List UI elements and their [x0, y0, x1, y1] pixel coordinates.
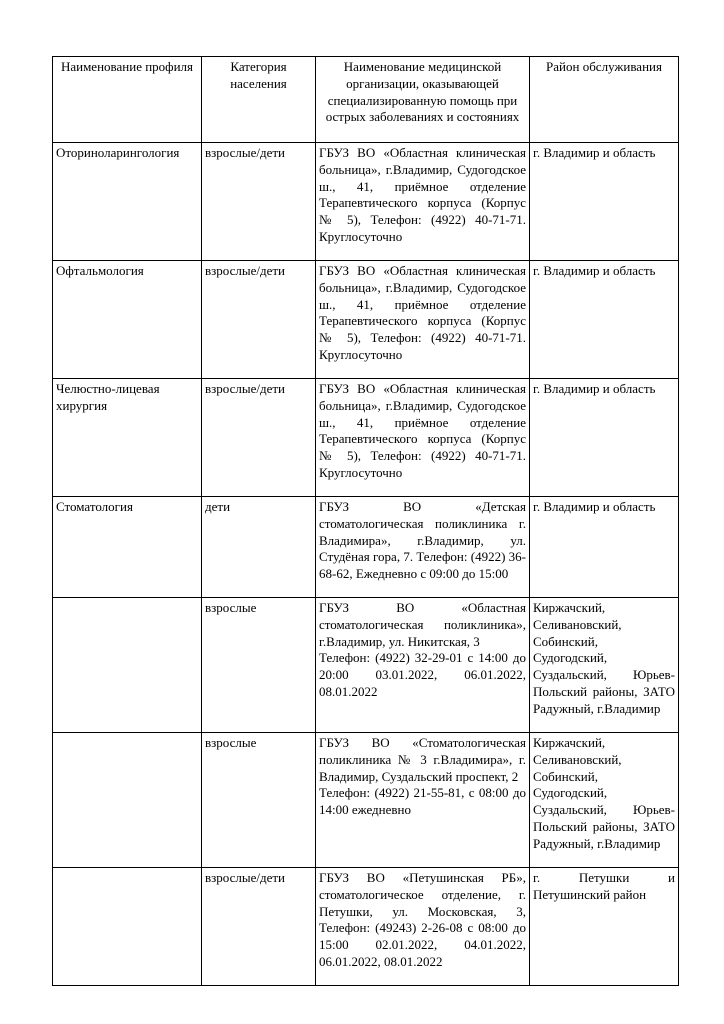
cell-profile: Офтальмология — [53, 261, 202, 379]
cell-category: взрослые/дети — [202, 261, 316, 379]
table-row — [53, 261, 679, 379]
cell-category: дети — [202, 497, 316, 598]
cell-profile: Стоматология — [53, 497, 202, 598]
cell-organization: ГБУЗ ВО «Стоматологическая поликлиника № 3 г.Владимира», г. Владимир, Суздальский проспект, 2 Телефон: (4922) 21-55-81, с 08:00 до 14:00 ежедневно — [316, 733, 530, 868]
cell-category: взрослые/дети — [202, 379, 316, 497]
cell-profile: Оториноларингология — [53, 143, 202, 261]
table-header-row — [53, 57, 679, 143]
cell-area: г. Владимир и область — [530, 497, 679, 598]
cell-category: взрослые/дети — [202, 868, 316, 986]
cell-area: г. Владимир и область — [530, 143, 679, 261]
cell-organization: ГБУЗ ВО «Петушинская РБ», стоматологическое отделение, г. Петушки, ул. Московская, 3, Телефон: (49243) 2-26-08 с 08:00 до 15:00 02.01.2022, 04.01.2022, 06.01.2022, 08.01.2022 — [316, 868, 530, 986]
cell-category: взрослые/дети — [202, 143, 316, 261]
table-row — [53, 379, 679, 497]
table-row — [53, 497, 679, 598]
services-table — [52, 56, 679, 986]
cell-organization: ГБУЗ ВО «Детская стоматологическая поликлиника г. Владимира», г.Владимир, ул. Студёная гора, 7. Телефон: (4922) 36-68-62, Ежедневно с 09:00 до 15:00 — [316, 497, 530, 598]
cell-area: г. Владимир и область — [530, 379, 679, 497]
cell-category: взрослые — [202, 733, 316, 868]
cell-area: Киржачский, Селивановский, Собинский, Судогодский, Суздальский, Юрьев-Польский районы, ЗАТО Радужный, г.Владимир — [530, 598, 679, 733]
header-area: Район обслуживания — [530, 57, 679, 143]
cell-area: г. Владимир и область — [530, 261, 679, 379]
table-row — [53, 143, 679, 261]
cell-profile: Челюстно-лицевая хирургия — [53, 379, 202, 497]
cell-area: г. Петушки и Петушинский район — [530, 868, 679, 986]
cell-organization: ГБУЗ ВО «Областная клиническая больница», г.Владимир, Судогодское ш., 41, приёмное отделение Терапевтического корпуса (Корпус № 5), Телефон: (4922) 40-71-71. Круглосуточно — [316, 143, 530, 261]
table-row — [53, 598, 679, 733]
table-row — [53, 733, 679, 868]
cell-organization: ГБУЗ ВО «Областная клиническая больница», г.Владимир, Судогодское ш., 41, приёмное отделение Терапевтического корпуса (Корпус № 5), Телефон: (4922) 40-71-71. Круглосуточно — [316, 261, 530, 379]
cell-area: Киржачский, Селивановский, Собинский, Судогодский, Суздальский, Юрьев-Польский районы, ЗАТО Радужный, г.Владимир — [530, 733, 679, 868]
cell-organization: ГБУЗ ВО «Областная стоматологическая поликлиника», г.Владимир, ул. Никитская, 3 Телефон: (4922) 32-29-01 с 14:00 до 20:00 03.01.2022, 06.01.2022, 08.01.2022 — [316, 598, 530, 733]
cell-organization: ГБУЗ ВО «Областная клиническая больница», г.Владимир, Судогодское ш., 41, приёмное отделение Терапевтического корпуса (Корпус № 5), Телефон: (4922) 40-71-71. Круглосуточно — [316, 379, 530, 497]
header-profile: Наименование профиля — [53, 57, 202, 143]
header-organization: Наименование медицинской организации, оказывающей специализированную помощь при острых заболеваниях и состояниях — [316, 57, 530, 143]
cell-profile — [53, 868, 202, 986]
cell-category: взрослые — [202, 598, 316, 733]
cell-profile — [53, 733, 202, 868]
table-row — [53, 868, 679, 986]
cell-profile — [53, 598, 202, 733]
header-category: Категория населения — [202, 57, 316, 143]
